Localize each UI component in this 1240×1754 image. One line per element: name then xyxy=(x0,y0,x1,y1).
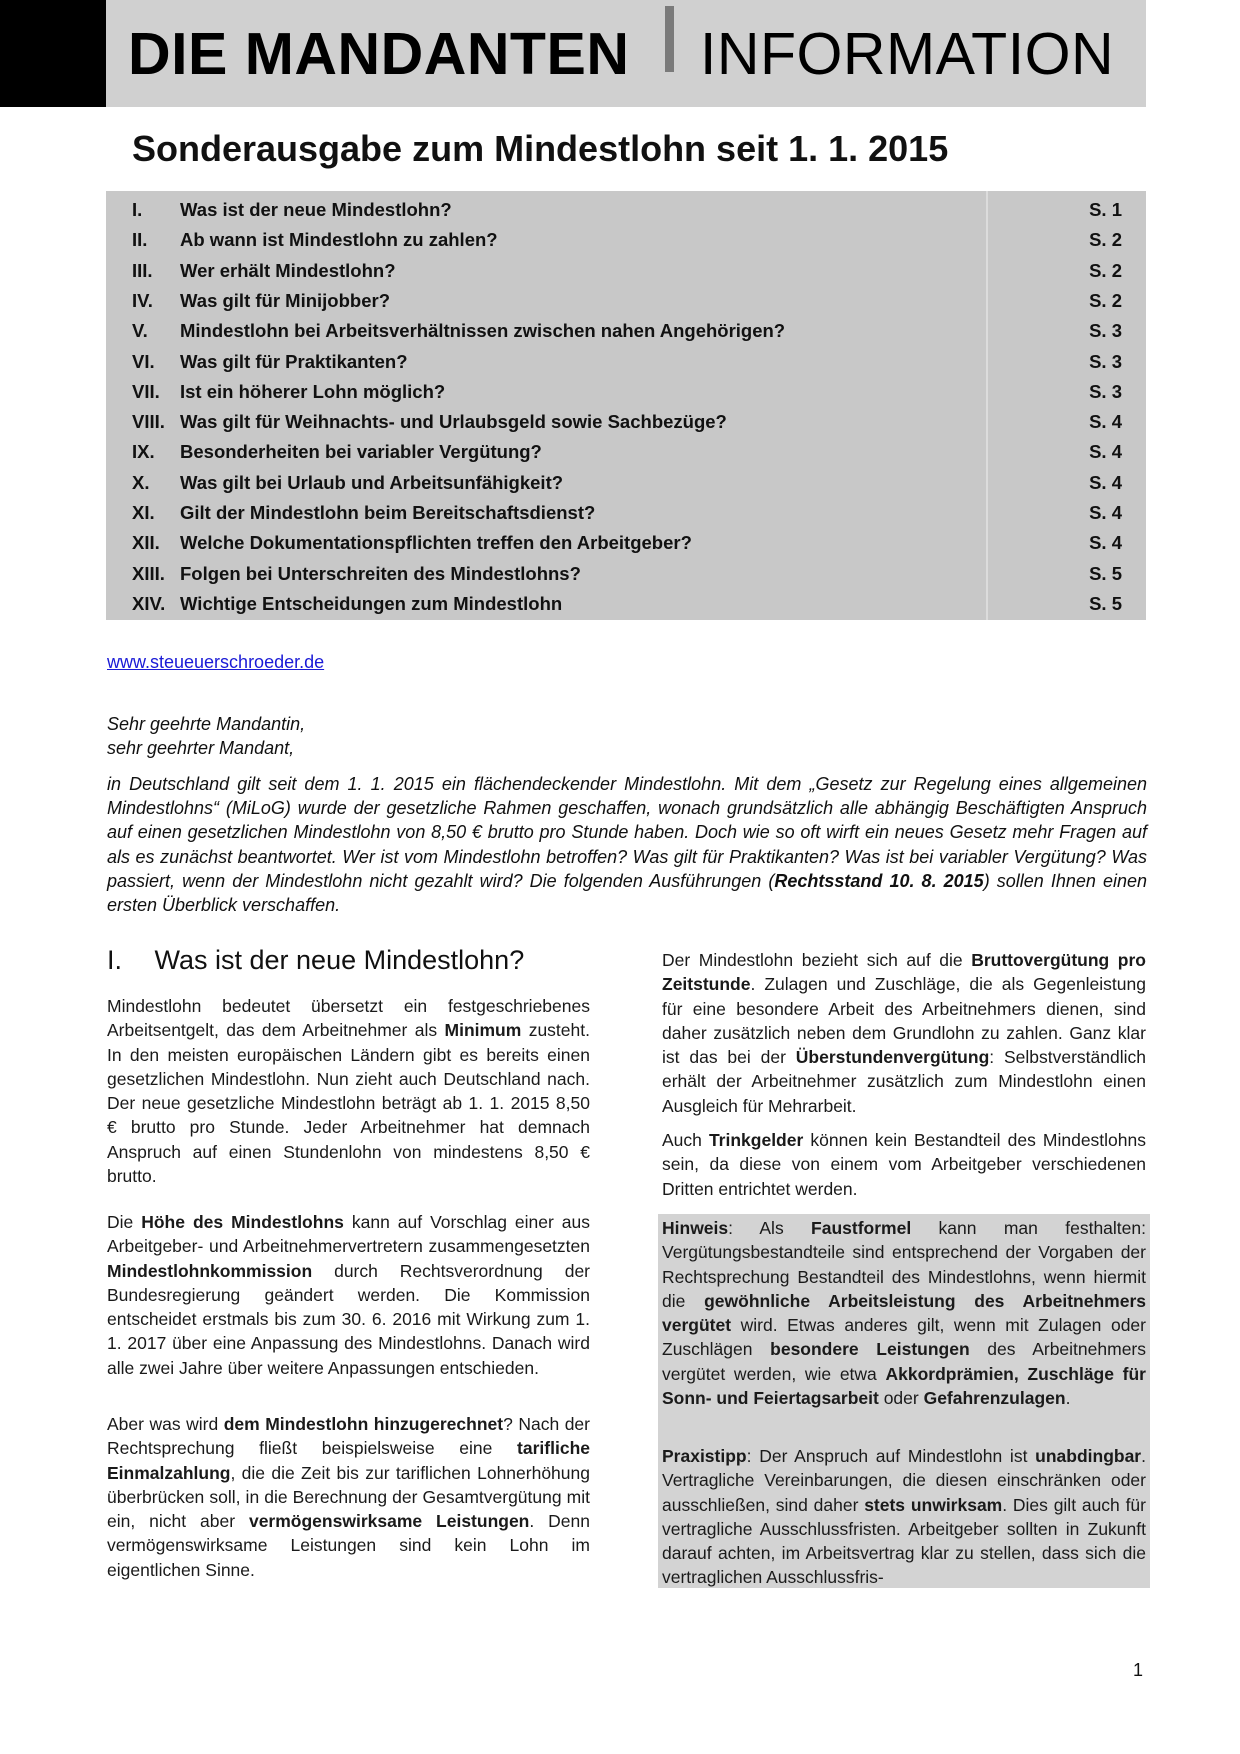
text-run: : Der Anspruch auf Mindestlohn ist xyxy=(746,1446,1036,1466)
section-number: I. xyxy=(107,945,123,975)
toc-page: S. 5 xyxy=(1089,592,1122,614)
text-run: . Vertragliche Vereinbarungen, die diesen einschränken oder ausschließen, sind daher xyxy=(662,1446,1146,1515)
toc-row xyxy=(106,347,1146,377)
paragraph xyxy=(107,1210,590,1380)
text-run: des Arbeitnehmers vergütet werden, wie etwa xyxy=(662,1339,1147,1384)
toc-page: S. 4 xyxy=(1089,502,1122,523)
toc-page: S. 5 xyxy=(1089,562,1122,584)
toc-num: V. xyxy=(132,320,148,342)
toc-page: S. 1 xyxy=(1089,199,1122,220)
salutation-line-2: sehr geehrter Mandant, xyxy=(107,738,295,758)
toc-num: III. xyxy=(132,259,153,281)
toc-num: XI. xyxy=(132,502,155,523)
hinweis-paragraph xyxy=(662,1216,1146,1410)
praxistipp-label: Praxistipp xyxy=(662,1446,747,1466)
toc-page: S. 2 xyxy=(1089,259,1122,281)
toc-title: Was ist der neue Mindestlohn? xyxy=(180,199,452,220)
toc-row xyxy=(106,559,1146,589)
paragraph xyxy=(107,994,590,1188)
intro-text: in Deutschland gilt seit dem 1. 1. 2015 ein flächendeckender Mindestlohn. Mit dem „Gesetz zur Regelung eines allgemeinen Mindestlohns“ (MiLoG) wurde der gesetzliche Rahmen geschaffen, wonach grundsätzlich alle abhängig Beschäftigten Anspruch auf einen gesetzlichen Mindestlohn von 8,50 € brutto pro Stunde haben. Doch wie so oft wirft ein neues Gesetz mehr Fragen auf als es zunächst beantwortet. Wer ist vom Mindestlohn betroffen? Was gilt für Praktikanten? Was ist bei variabler Vergütung? Was passiert, wenn der Mindestlohn nicht gezahlt wird? Die folgenden Ausführungen ( xyxy=(107,774,1147,891)
bold-run: Höhe des Mindestlohns xyxy=(141,1212,344,1232)
section-heading xyxy=(107,943,524,977)
bold-run: unabdingbar xyxy=(1035,1446,1142,1466)
bold-run: Mindestlohnkommission xyxy=(107,1260,313,1281)
page-number: 1 xyxy=(1133,1660,1144,1680)
toc-num: X. xyxy=(132,471,150,493)
text-run: . xyxy=(1065,1388,1071,1409)
salutation-line-1: Sehr geehrte Mandantin, xyxy=(107,714,306,734)
page-title: Sonderausgabe zum Mindestlohn seit 1. 1. 2015 xyxy=(132,128,949,169)
toc-page: S. 2 xyxy=(1089,289,1122,311)
header-corner-block xyxy=(0,0,106,107)
toc-row xyxy=(106,195,1146,225)
bold-run: Minimum xyxy=(444,1020,522,1041)
toc-row xyxy=(106,316,1146,346)
toc-num: I. xyxy=(132,199,143,220)
toc-row xyxy=(106,498,1146,528)
hinweis-label: Hinweis xyxy=(662,1218,729,1238)
text-run: können kein Bestandteil des Mindestlohns sein, da diese von einem vom Arbeitgeber verschiedenen Dritten entrichtet werden. xyxy=(662,1130,1146,1199)
toc-page: S. 4 xyxy=(1089,471,1122,493)
toc-title: Was gilt bei Urlaub und Arbeitsunfähigkeit? xyxy=(180,471,564,493)
toc-title: Besonderheiten bei variabler Vergütung? xyxy=(180,441,542,463)
bold-run: Faustformel xyxy=(811,1218,912,1238)
toc-page: S. 3 xyxy=(1089,350,1122,372)
toc-row xyxy=(106,286,1146,316)
bold-run: Trinkgelder xyxy=(708,1130,804,1150)
text-run: oder xyxy=(878,1388,924,1409)
toc-row xyxy=(106,225,1146,255)
toc-title: Was gilt für Weihnachts- und Urlaubsgeld sowie Sachbezüge? xyxy=(180,411,727,433)
bold-run: gewöhnliche Arbeitsleistung des Arbeitnehmers vergütet xyxy=(662,1290,1147,1336)
text-run: kann man festhalten: Vergütungsbestandteile sind entsprechend der Vorgaben der Rechtsprechung Bestandteil des Mindestlohns, wenn hiermit die xyxy=(662,1218,1146,1311)
toc-title: Mindestlohn bei Arbeitsverhältnissen zwischen nahen Angehörigen? xyxy=(180,320,786,342)
text-run: Aber was wird xyxy=(107,1414,224,1434)
table-of-contents xyxy=(106,191,1146,620)
paragraph xyxy=(662,948,1146,1118)
bold-run: dem Mindestlohn hinzugerechnet xyxy=(223,1414,504,1434)
toc-title: Ab wann ist Mindestlohn zu zahlen? xyxy=(180,229,498,251)
text-run: wird. Etwas anderes gilt, wenn mit Zulagen oder Zuschlägen xyxy=(662,1315,1146,1360)
masthead-left: DIE MANDANTEN xyxy=(128,21,630,87)
masthead-separator xyxy=(665,6,674,72)
intro-paragraph xyxy=(107,772,1147,917)
intro-bold: Rechtsstand 10. 8. 2015 xyxy=(774,870,984,891)
toc-num: XII. xyxy=(132,532,160,554)
toc-title: Wer erhält Mindestlohn? xyxy=(180,259,396,281)
toc-title: Was gilt für Minijobber? xyxy=(180,289,390,311)
toc-page: S. 4 xyxy=(1089,441,1122,463)
section-title: Was ist der neue Mindestlohn? xyxy=(154,945,525,975)
text-run: durch Rechtsverordnung der Bundesregierung geändert werden. Die Kommission entscheidet erstmals bis zum 30. 6. 2016 mit Wirkung zum 1. 1. 2017 über eine Anpassung des Mindestlohns. Danach wird alle zwei Jahre über weitere Anpassungen entschieden. xyxy=(107,1260,590,1378)
bold-run: stets unwirksam xyxy=(864,1494,1003,1515)
bold-run: Akkordprämien, Zuschläge für Sonn- und Feiertagsarbeit xyxy=(662,1363,1146,1409)
text-run: : Als xyxy=(728,1218,812,1238)
bold-run: tarifliche Einmalzahlung xyxy=(107,1438,590,1483)
toc-row xyxy=(106,407,1146,437)
website-link[interactable]: www.steueuerschroeder.de xyxy=(107,652,325,672)
toc-title: Folgen bei Unterschreiten des Mindestlohns? xyxy=(180,562,581,584)
text-run: . Dies gilt auch für vertragliche Ausschlussfristen. Arbeitgeber sollten in Zukunft darauf achten, im Arbeitsvertrag klar zu stellen, dass sich die vertraglichen Ausschlussfris- xyxy=(662,1494,1146,1588)
toc-row xyxy=(106,589,1146,619)
toc-num: VIII. xyxy=(132,411,165,433)
toc-title: Ist ein höherer Lohn möglich? xyxy=(180,380,446,402)
toc-num: XIV. xyxy=(132,592,166,614)
toc-num: VII. xyxy=(132,380,160,402)
paragraph xyxy=(107,1412,590,1582)
text-run: kann auf Vorschlag einer aus Arbeitgeber- und Arbeitnehmervertretern zusammengesetzten xyxy=(107,1212,590,1257)
toc-title: Was gilt für Praktikanten? xyxy=(180,350,408,372)
text-run: Die xyxy=(107,1212,142,1232)
text-run: : Selbstverständlich erhält der Arbeitnehmer zusätzlich zum Mindestlohn einen Ausgleich für Mehrarbeit. xyxy=(662,1047,1146,1116)
toc-page: S. 3 xyxy=(1089,320,1122,342)
intro-end: ) sollen Ihnen einen ersten Überblick verschaffen. xyxy=(107,870,1147,916)
toc-page: S. 4 xyxy=(1089,532,1122,554)
text-run: Mindestlohn bedeutet übersetzt ein festgeschriebenes Arbeitsentgelt, das dem Arbeitnehmer als xyxy=(107,996,590,1041)
toc-num: IV. xyxy=(132,289,153,311)
toc-title: Welche Dokumentationspflichten treffen den Arbeitgeber? xyxy=(180,532,692,554)
toc-row xyxy=(106,377,1146,407)
toc-row xyxy=(106,256,1146,286)
toc-num: XIII. xyxy=(132,562,165,584)
toc-page: S. 3 xyxy=(1089,380,1122,402)
bold-run: Überstundenvergütung xyxy=(795,1047,990,1068)
masthead xyxy=(106,0,1146,107)
text-run: , die die Zeit bis zur tariflichen Lohnerhöhung überbrücken soll, in die Berechnung der Gesamtvergütung mit ein, nicht aber xyxy=(107,1462,590,1532)
toc-num: VI. xyxy=(132,350,155,372)
bold-run: Bruttovergütung pro Zeitstunde xyxy=(662,950,1146,995)
text-run: Der Mindestlohn bezieht sich auf die xyxy=(662,950,972,970)
bold-run: besondere Leistungen xyxy=(770,1339,970,1360)
text-run: . Zulagen und Zuschläge, die als Gegenleistung für eine besondere Arbeit des Arbeitnehmers dienen, sind daher zusätzlich neben dem Grundlohn zu zahlen. Ganz klar ist das bei der xyxy=(662,974,1146,1068)
hint-box xyxy=(658,1214,1150,1588)
toc-row xyxy=(106,528,1146,558)
bold-run: vermögenswirksame Leistungen xyxy=(248,1511,530,1532)
toc-num: II. xyxy=(132,229,148,251)
toc-row xyxy=(106,437,1146,467)
text-run: zusteht. In den meisten europäischen Ländern gibt es bereits einen gesetzlichen Mindestlohn. Nun zieht auch Deutschland nach. Der neue gesetzliche Mindestlohn beträgt ab 1. 1. 2015 8,50 € brutto pro Stunde. Jeder Arbeitnehmer hat demnach Anspruch auf einen Stundenlohn von mindestens 8,50 € brutto. xyxy=(107,1020,590,1187)
masthead-right: INFORMATION xyxy=(700,21,1115,87)
toc-title: Gilt der Mindestlohn beim Bereitschaftsdienst? xyxy=(180,502,596,523)
toc-page: S. 4 xyxy=(1089,411,1122,433)
praxistipp-paragraph xyxy=(662,1444,1146,1590)
text-run: ? Nach der Rechtsprechung fließt beispielsweise eine xyxy=(107,1414,590,1459)
text-run: Auch xyxy=(662,1130,709,1150)
toc-title: Wichtige Entscheidungen zum Mindestlohn xyxy=(180,592,563,614)
text-run: . Denn vermögenswirksame Leistungen sind kein Lohn im eigentlichen Sinne. xyxy=(107,1511,590,1580)
toc-row xyxy=(106,468,1146,498)
paragraph xyxy=(662,1128,1146,1201)
bold-run: Gefahrenzulagen xyxy=(923,1388,1066,1409)
toc-num: IX. xyxy=(132,441,155,463)
toc-page: S. 2 xyxy=(1089,229,1122,251)
